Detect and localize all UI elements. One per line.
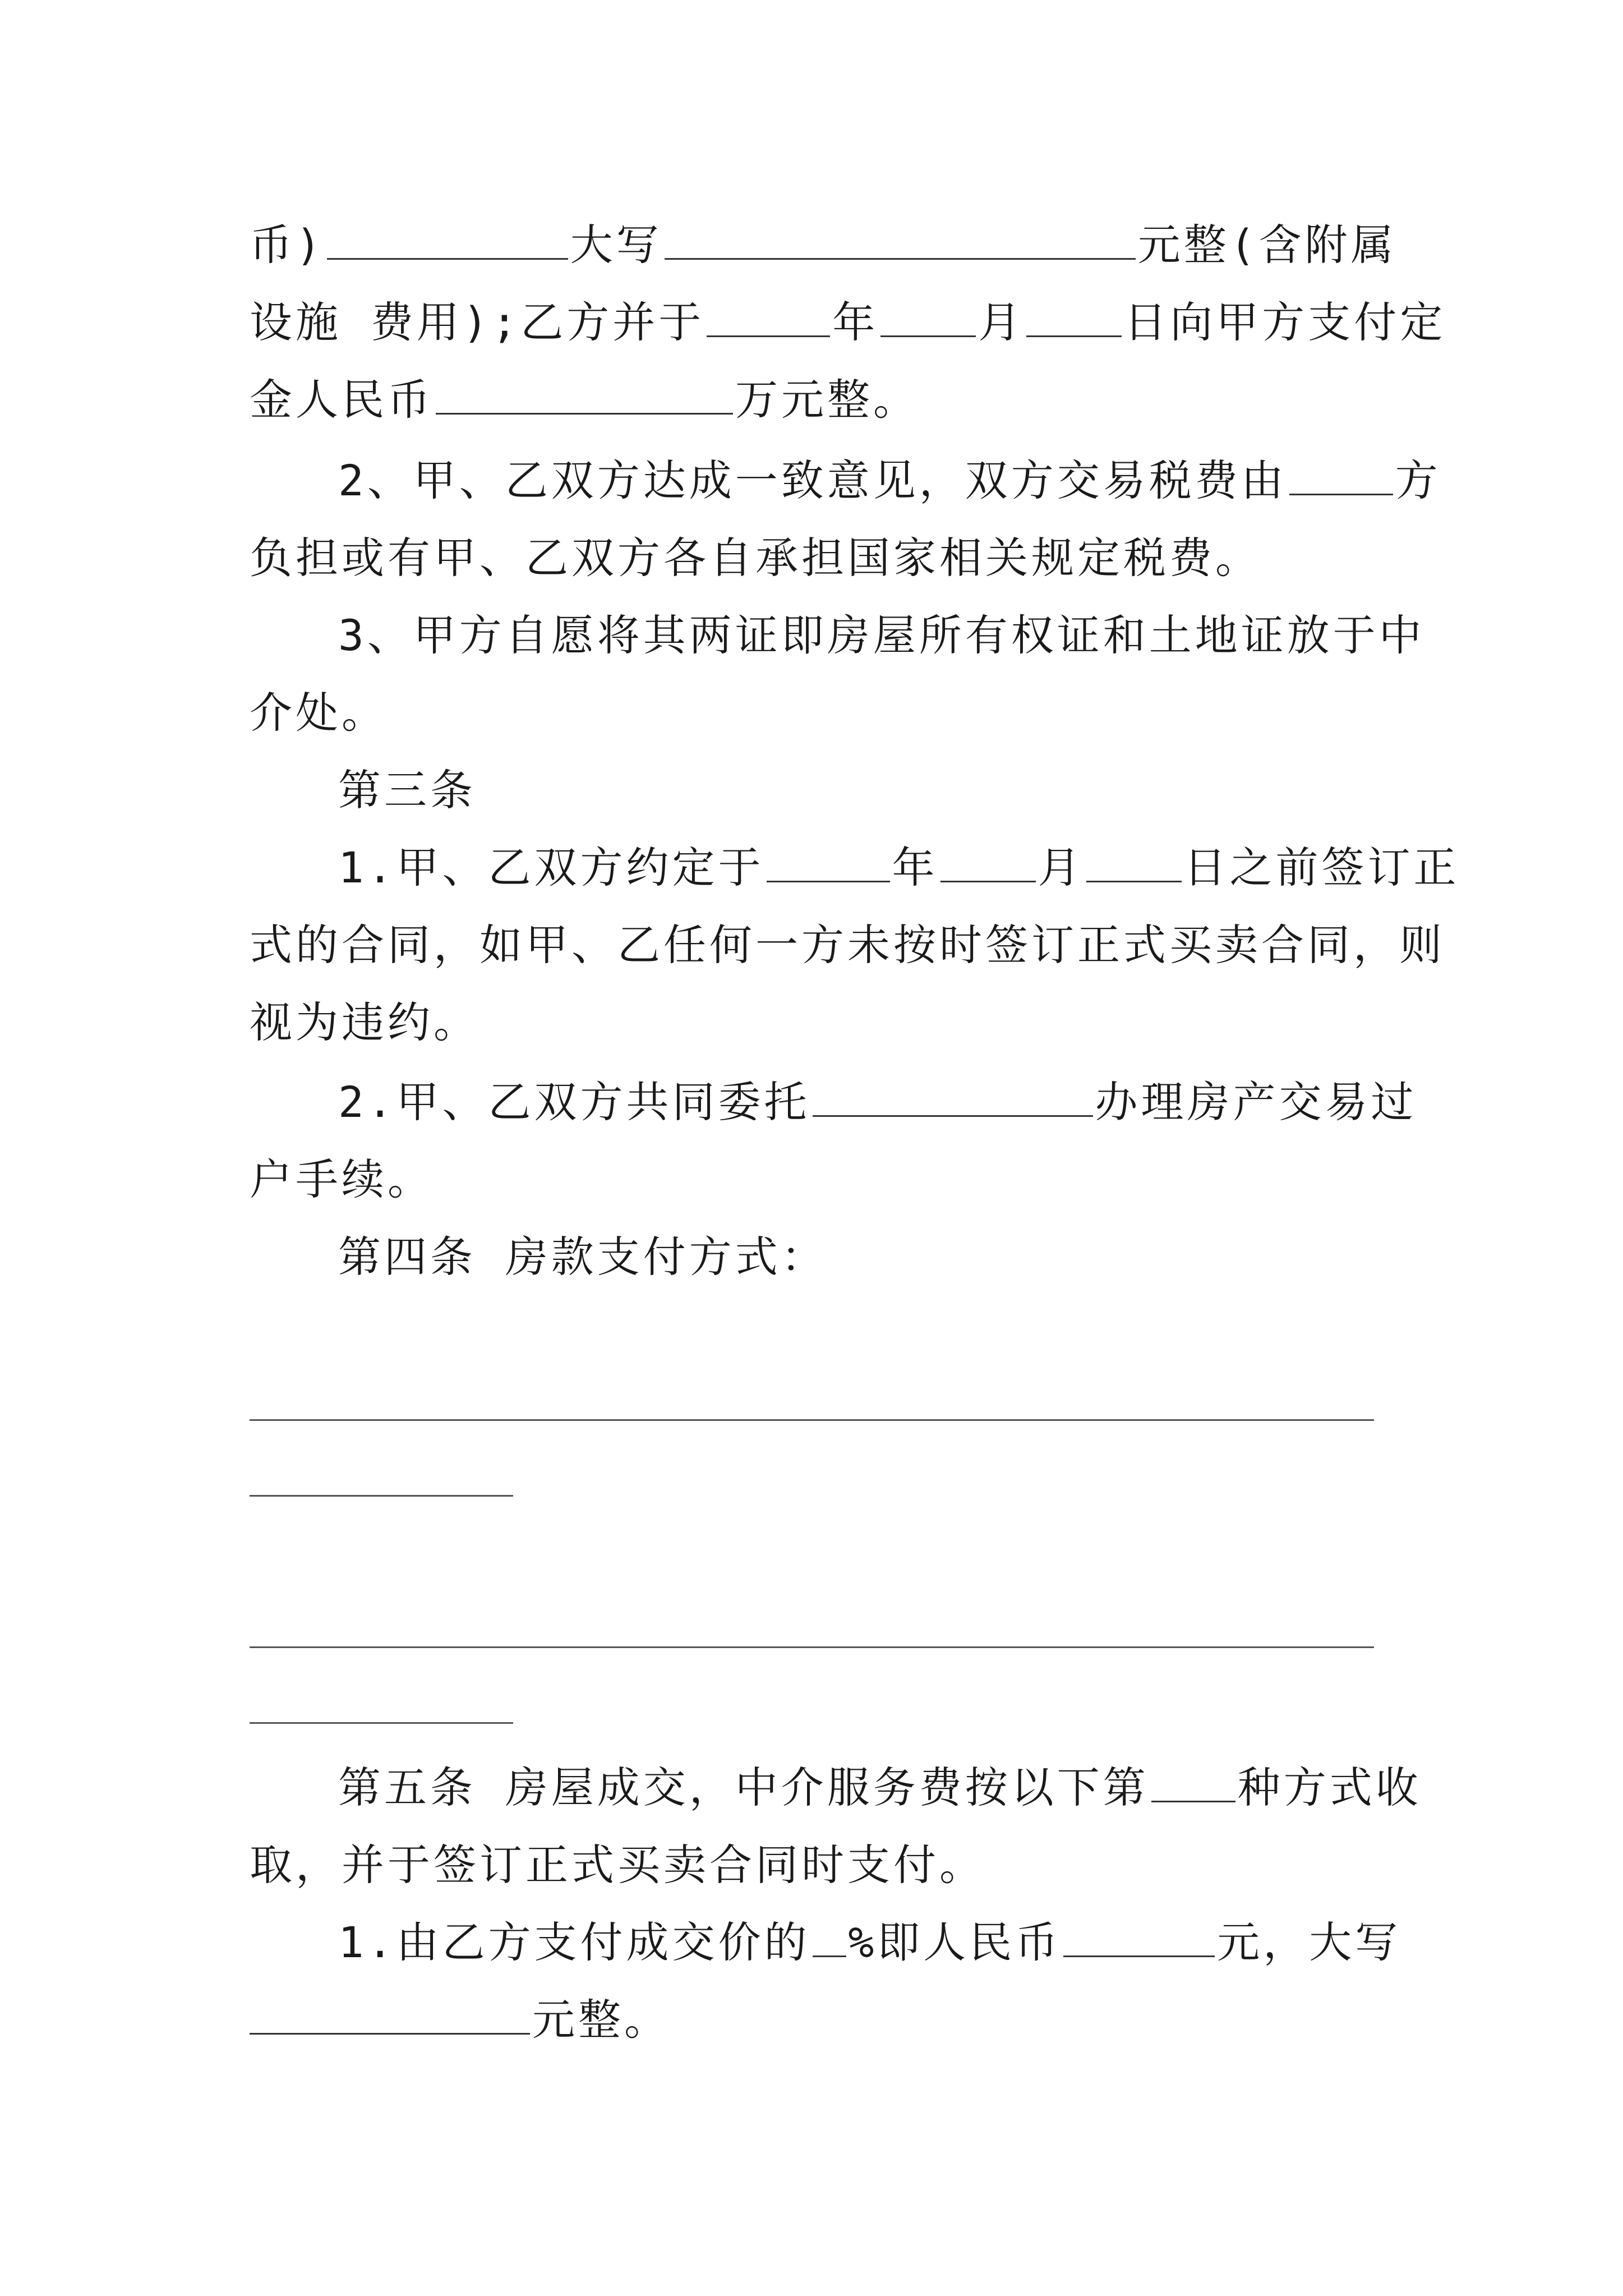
fill-blank-agent xyxy=(813,1069,1093,1117)
fill-blank-deposit xyxy=(436,367,733,415)
text-segment: 月 xyxy=(978,297,1025,347)
text-segment: 1.甲、乙双方约定于 xyxy=(338,843,764,892)
price-line-1 xyxy=(250,206,1397,284)
article-3-heading: 第三条 xyxy=(338,765,476,815)
article-5-item-1-line-2 xyxy=(250,1981,1388,2059)
payment-method-line-1-tail xyxy=(250,1495,513,1497)
text-segment: 2.甲、乙双方共同委托 xyxy=(338,1077,810,1127)
article-5-item-1 xyxy=(250,1904,1401,2059)
text-segment: 万元整。 xyxy=(735,375,919,425)
article-4-heading: 第四条 房款支付方式： xyxy=(338,1232,827,1282)
fill-blank-day xyxy=(1026,289,1122,337)
fill-blank-percent xyxy=(813,1910,846,1957)
text-segment: 2、甲、乙双方达成一致意见，双方交易税费由 xyxy=(338,455,1287,505)
article-3-item-2 xyxy=(250,1064,1417,1218)
price-line-2 xyxy=(250,284,1446,361)
text-segment: 金人民币 xyxy=(250,375,434,425)
text-segment: 年 xyxy=(832,297,879,347)
text-segment: 办理房产交易过 xyxy=(1095,1077,1417,1127)
fill-blank-amount-uppercase xyxy=(665,212,1136,260)
fill-blank-fee xyxy=(1063,1910,1215,1957)
article-5-line-2: 取，并于签订正式买卖合同时支付。 xyxy=(250,1840,985,1890)
article-5-line-1 xyxy=(250,1749,1422,1826)
text-segment: 日向甲方支付定 xyxy=(1124,297,1446,347)
article-4 xyxy=(250,1218,1388,1296)
tax-paragraph xyxy=(250,442,1441,597)
text-segment: 大写 xyxy=(570,220,662,270)
text-segment: 币) xyxy=(250,220,325,270)
fill-blank-party xyxy=(1289,448,1393,495)
text-segment: %即人民币 xyxy=(848,1917,1062,1967)
text-segment: 元整。 xyxy=(532,1995,670,2045)
text-segment: 月 xyxy=(1038,843,1084,892)
text-segment: 方 xyxy=(1395,455,1441,505)
text-segment: 设施 费用);乙方并于 xyxy=(250,297,705,347)
text-segment: 第五条 房屋成交，中介服务费按以下第 xyxy=(338,1763,1149,1812)
fill-blank-fee-uppercase xyxy=(250,1987,530,2035)
text-segment: 种方式收 xyxy=(1237,1763,1422,1812)
article-3-item-2-line-1 xyxy=(250,1064,1417,1141)
fill-blank-option xyxy=(1151,1755,1235,1802)
certificate-line-1: 3、甲方自愿将其两证即房屋所有权证和土地证放于中 xyxy=(338,610,1425,660)
tax-line-2: 负担或有甲、乙双方各自承担国家相关规定税费。 xyxy=(250,533,1261,583)
article-3-item-1-line-1 xyxy=(250,829,1460,907)
price-line-3 xyxy=(250,361,1388,439)
payment-method-line-1 xyxy=(250,1419,1374,1421)
article-3-item-1-line-2: 式的合同，如甲、乙任何一方未按时签订正式买卖合同，则 xyxy=(250,920,1445,970)
payment-method-line-2 xyxy=(250,1646,1374,1648)
text-segment: 元，大写 xyxy=(1217,1917,1401,1967)
text-segment: 年 xyxy=(892,843,938,892)
article-5 xyxy=(250,1749,1422,1904)
fill-blank-year xyxy=(707,289,830,337)
article-3-item-1 xyxy=(250,829,1460,1061)
text-segment: 日之前签订正 xyxy=(1183,843,1460,892)
fill-blank-year xyxy=(767,835,890,882)
fill-blank-month xyxy=(880,289,976,337)
price-paragraph xyxy=(250,206,1446,439)
text-segment: 元整(含附属 xyxy=(1137,220,1397,270)
fill-blank-day xyxy=(1086,835,1182,882)
tax-line-1 xyxy=(250,442,1441,519)
article-3 xyxy=(250,752,1388,829)
article-3-item-1-line-3: 视为违约。 xyxy=(250,997,479,1047)
certificate-paragraph xyxy=(250,597,1425,752)
fill-blank-amount xyxy=(327,212,568,260)
certificate-line-2: 介处。 xyxy=(250,688,388,738)
fill-blank-month xyxy=(940,835,1036,882)
payment-method-line-2-tail xyxy=(250,1722,513,1724)
article-3-item-2-line-2: 户手续。 xyxy=(250,1154,434,1204)
text-segment: 1.由乙方支付成交价的 xyxy=(338,1917,810,1967)
article-5-item-1-line-1 xyxy=(250,1904,1401,1981)
